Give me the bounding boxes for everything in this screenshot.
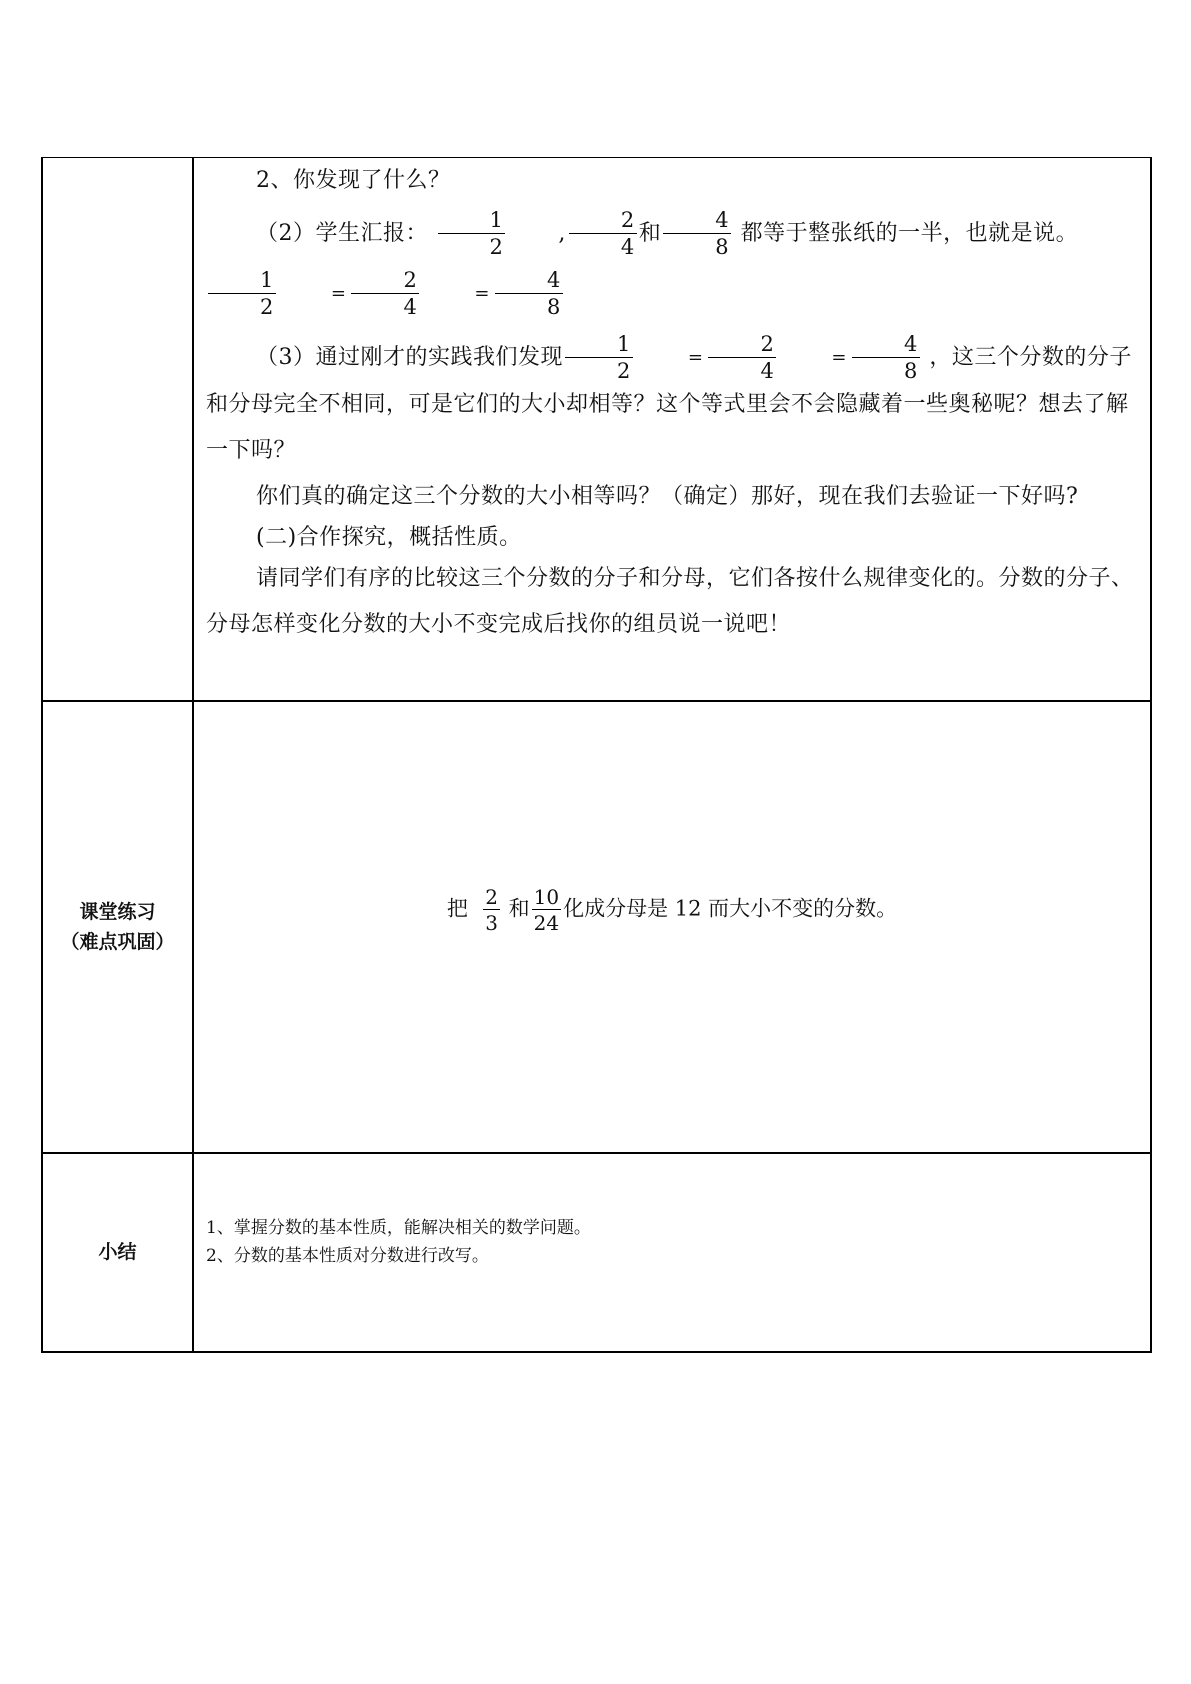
text-segment: ，这三个分数的分子和分母完全不相同，可是它们的大小却相等？这个等式里会不会隐藏着一些奥秘呢？想去了解一下吗？ xyxy=(206,345,1132,463)
fraction-four-eighths: $\frac{4}{8}$ xyxy=(663,210,731,258)
student-report-line: （2）学生汇报： $\frac{1}{2}$ , $\frac{2}{4}$ 和 $\frac{4}{8}$ 都等于整张纸的一半，也就是说。 $\frac{1}{2}$ = $\frac{2}{4}$ = $\frac{4}{8}$ xyxy=(206,204,1140,324)
fraction-two-fourths: $\frac{2}{4}$ xyxy=(708,334,776,382)
text-paragraph: 你们真的确定这三个分数的大小相等吗？（确定）那好，现在我们去验证一下好吗? xyxy=(256,484,1079,509)
discovery-paragraph xyxy=(206,334,1140,474)
fraction-four-eighths: $\frac{4}{8}$ xyxy=(495,270,563,318)
exercise-text xyxy=(194,884,1150,935)
fraction-one-half: $\frac{1}{2}$ xyxy=(208,270,276,318)
fraction-ten-twentyfourths: $\frac{10}{24}$ xyxy=(533,884,560,935)
text-segment: 把 xyxy=(446,896,468,920)
row-label-summary: 小结 xyxy=(42,1153,193,1352)
fraction-one-half: $\frac{1}{2}$ xyxy=(438,210,506,258)
text-segment: 都等于整张纸的一半，也就是说。 xyxy=(740,221,1079,246)
table-row-summary xyxy=(42,1153,1151,1352)
fraction-two-thirds: $\frac{2}{3}$ xyxy=(485,884,498,935)
table-row-exercise xyxy=(42,701,1151,1153)
fraction-two-fourths: $\frac{2}{4}$ xyxy=(351,270,419,318)
summary-item: 1、掌握分数的基本性质，能解决相关的数学问题。 xyxy=(206,1217,591,1238)
text-line: 2、你发现了什么？ xyxy=(256,168,451,193)
equals-sign: = xyxy=(687,347,704,368)
row-label-line: （难点巩固） xyxy=(60,930,175,953)
text-segment: （2）学生汇报： xyxy=(256,221,428,246)
exercise-content-cell xyxy=(193,701,1151,1153)
equals-sign: = xyxy=(474,283,490,304)
lesson-table xyxy=(41,157,1152,1353)
and-word: 和 xyxy=(508,896,530,920)
text-paragraph: 请同学们有序的比较这三个分数的分子和分母，它们各按什么规律变化的。分数的分子、分母怎样变化分数的大小不变完成后找你的组员说一说吧！ xyxy=(206,566,1134,637)
text-segment: 化成分母是 12 而大小不变的分数。 xyxy=(563,896,898,920)
fraction-one-half: $\frac{1}{2}$ xyxy=(565,334,633,382)
equals-sign: = xyxy=(330,283,347,304)
fraction-two-fourths: $\frac{2}{4}$ xyxy=(569,210,637,258)
row-label-empty xyxy=(42,158,193,701)
process-content-cell xyxy=(193,158,1151,701)
row-label-exercise xyxy=(42,701,193,1153)
section-heading: (二)合作探究，概括性质。 xyxy=(256,525,522,550)
table-row-process xyxy=(42,158,1151,701)
equals-sign: = xyxy=(831,347,847,368)
summary-item: 2、分数的基本性质对分数进行改写。 xyxy=(206,1245,489,1266)
fraction-four-eighths: $\frac{4}{8}$ xyxy=(852,334,920,382)
summary-content-cell xyxy=(193,1153,1151,1352)
text-segment: （3）通过刚才的实践我们发现 xyxy=(256,345,563,370)
row-label-line: 课堂练习 xyxy=(79,900,156,923)
and-word: 和 xyxy=(638,221,662,246)
